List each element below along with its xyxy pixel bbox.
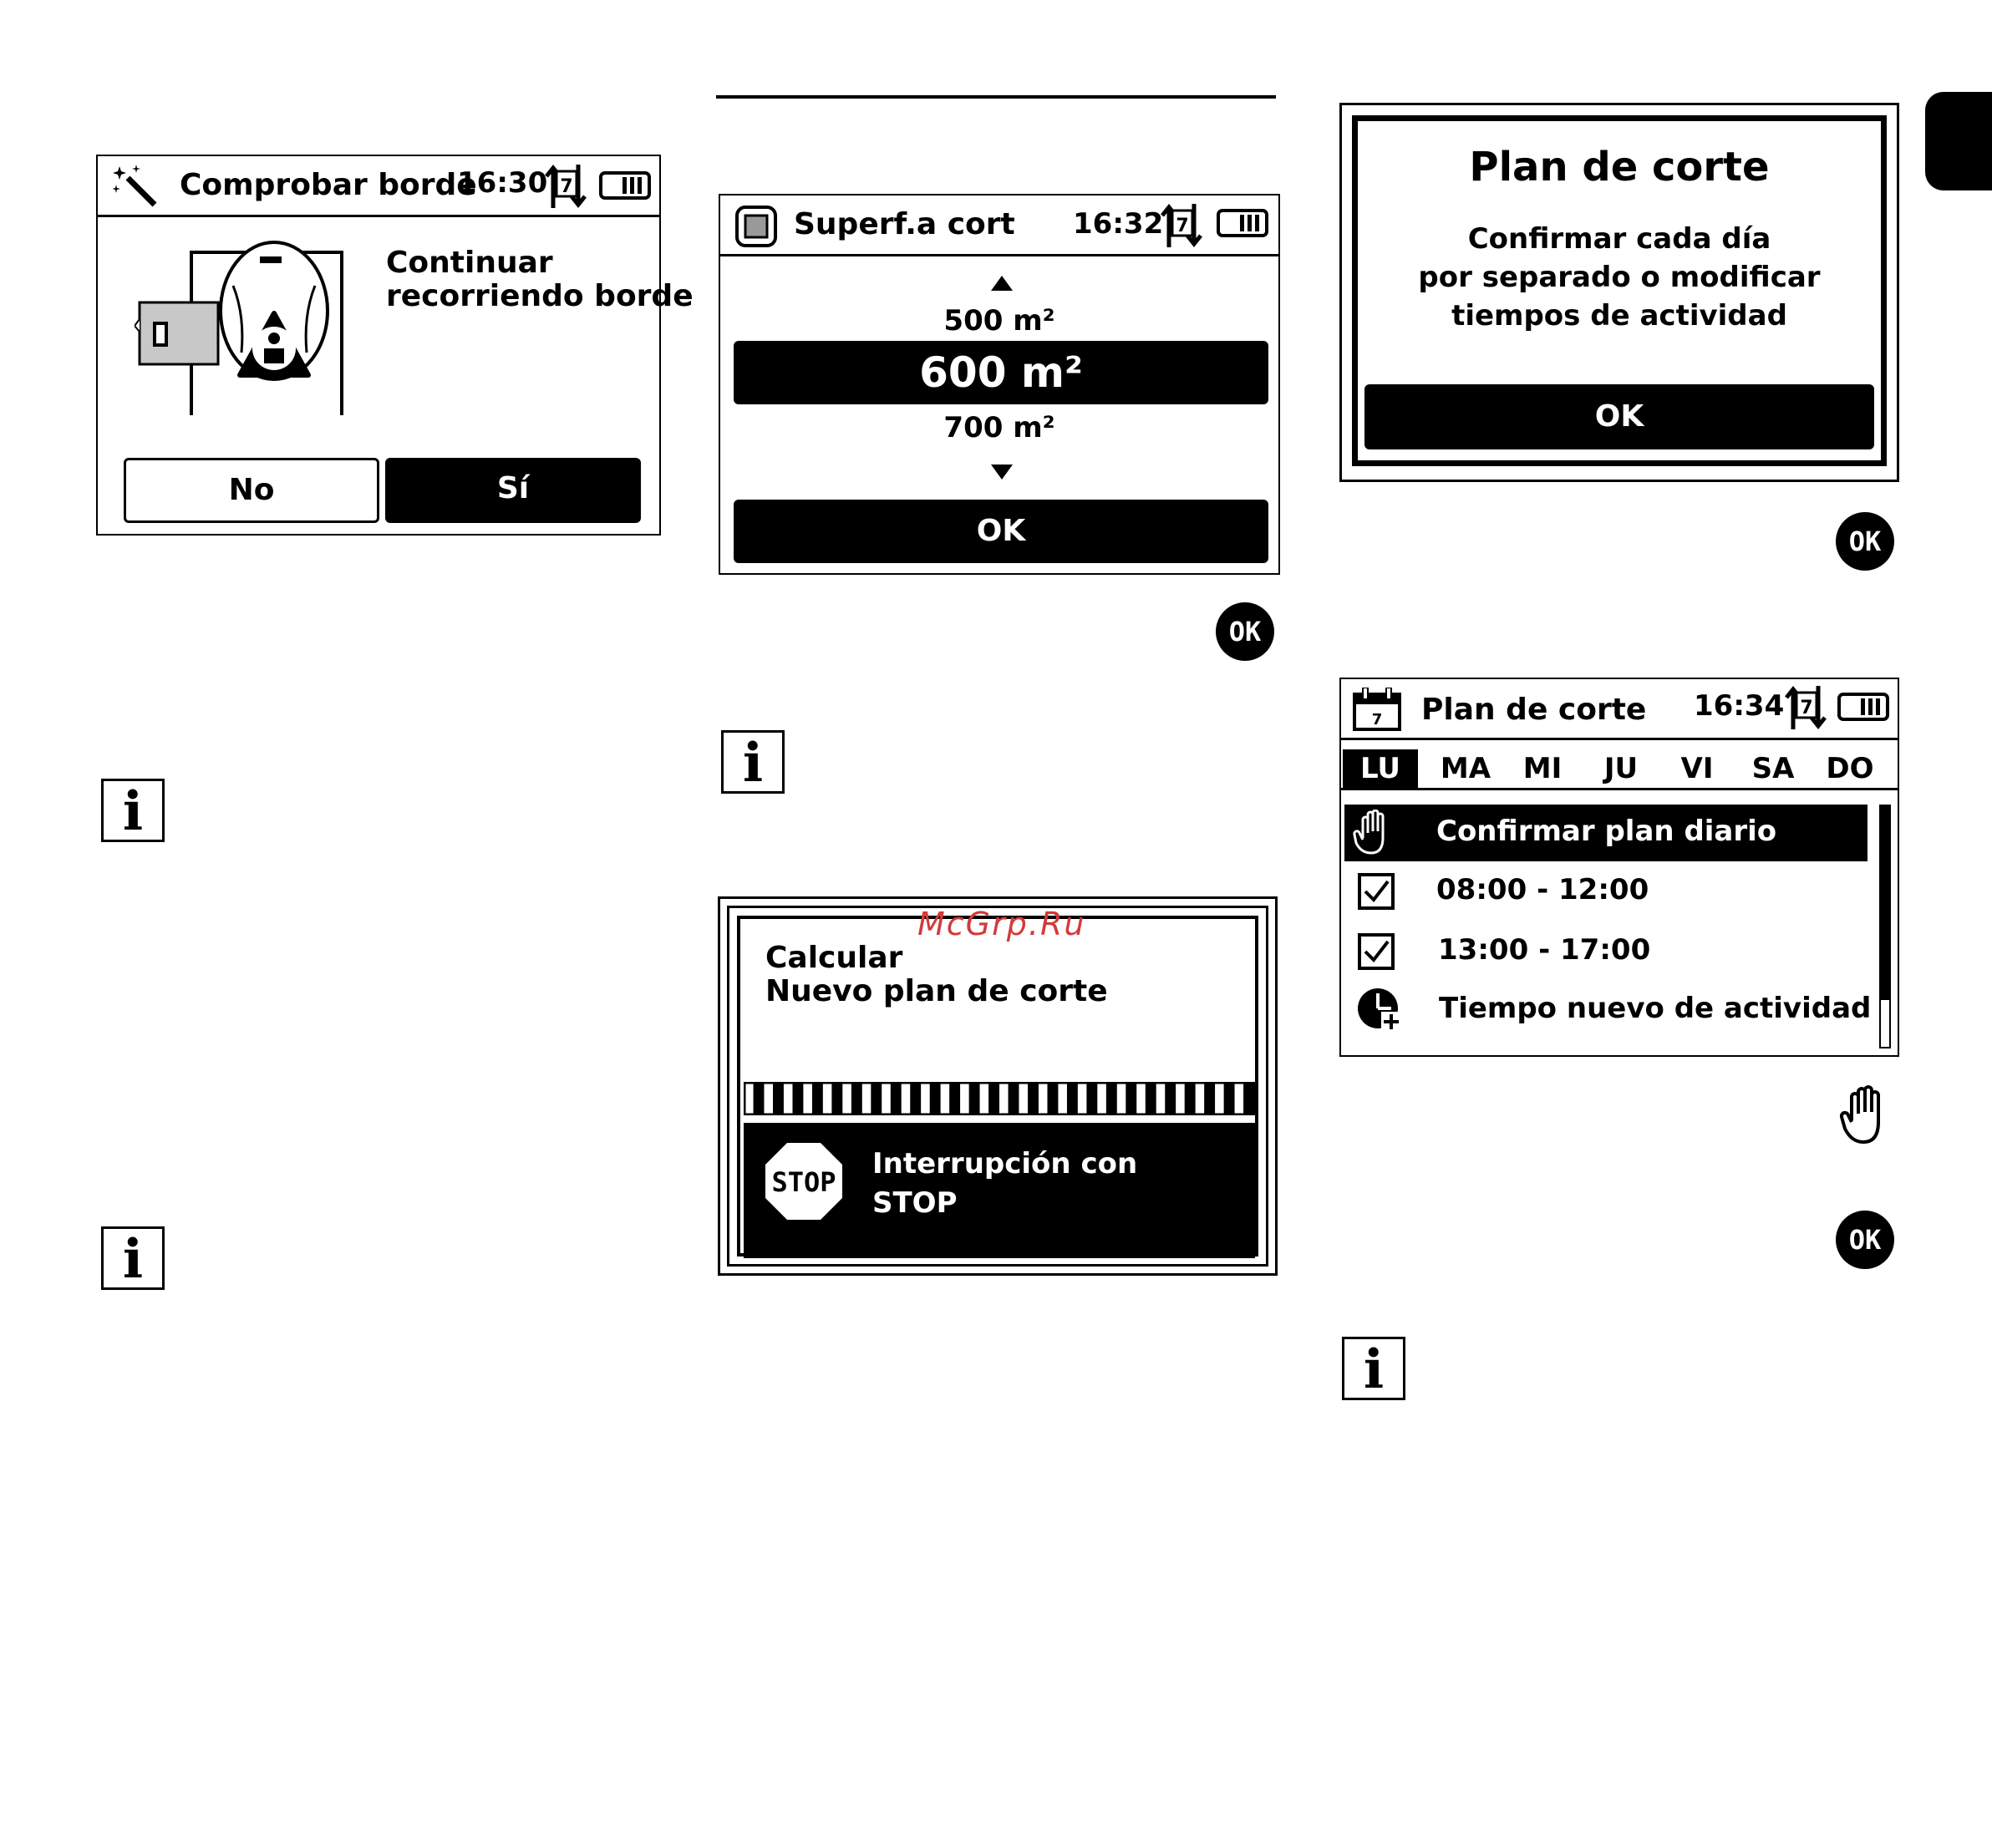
calendar-icon xyxy=(1353,688,1401,731)
progress-segment xyxy=(792,1083,803,1114)
screen-check-border xyxy=(96,155,694,536)
scrollbar[interactable] xyxy=(1879,805,1891,1048)
calendar-number: 7 xyxy=(1371,711,1383,729)
clock: 16:30 xyxy=(457,166,548,200)
tab-day-lu[interactable]: LU xyxy=(1343,749,1418,788)
option-selected[interactable]: 600 m² xyxy=(734,341,1268,404)
no-button[interactable]: No xyxy=(124,458,379,523)
progress-segment xyxy=(871,1083,882,1114)
calc-line2: Nuevo plan de corte xyxy=(765,974,1108,1008)
screen-cutting-area xyxy=(719,194,1280,575)
stop-line1: Interrupción con xyxy=(872,1147,1138,1180)
tab-day-do[interactable]: DO xyxy=(1826,752,1874,785)
progress-segment xyxy=(773,1083,784,1114)
stop-line2: STOP xyxy=(872,1186,958,1220)
list-item-confirm[interactable] xyxy=(1344,805,1868,861)
stop-sign-icon[interactable] xyxy=(764,1141,844,1221)
screen-calculating xyxy=(718,896,1278,1276)
message-line2: recorriendo borde xyxy=(386,279,694,313)
progress-segment xyxy=(891,1083,902,1114)
progress-segment xyxy=(930,1083,941,1114)
checkbox-checked-icon[interactable] xyxy=(1358,873,1395,910)
screen-title: Superf.a cort xyxy=(794,207,1015,241)
info-icon xyxy=(721,730,785,794)
sync-number: 7 xyxy=(560,176,573,197)
progress-segment xyxy=(1009,1083,1019,1114)
dialog-line3: tiempos de actividad xyxy=(1451,299,1787,333)
info-icon xyxy=(1342,1337,1405,1400)
sync-number: 7 xyxy=(1176,216,1189,236)
progress-segment xyxy=(949,1083,960,1114)
scroll-down-arrow-icon[interactable] xyxy=(991,465,1013,480)
tab-day-sa[interactable]: SA xyxy=(1751,752,1795,785)
yes-button[interactable]: Sí xyxy=(385,458,641,523)
slot1-label: 08:00 - 12:00 xyxy=(1436,873,1649,906)
screen-header xyxy=(720,195,1278,256)
screen-plan-dialog xyxy=(1339,103,1899,482)
ok-button[interactable]: OK xyxy=(1364,384,1874,449)
battery-icon xyxy=(1217,209,1270,237)
info-glyph: i xyxy=(122,780,144,843)
ok-round-button[interactable]: OK xyxy=(1836,1211,1894,1269)
sync-calendar-icon xyxy=(545,163,588,210)
ok-round-button[interactable]: OK xyxy=(1836,512,1894,571)
day-tabs xyxy=(1341,749,1898,790)
hand-icon xyxy=(1353,810,1395,856)
battery-icon xyxy=(599,171,653,200)
slot2-label: 13:00 - 17:00 xyxy=(1438,933,1651,967)
progress-segment xyxy=(1106,1083,1117,1114)
progress-segment xyxy=(1126,1083,1136,1114)
watermark: McGrp.Ru xyxy=(917,906,1086,942)
stop-sign-label: STOP xyxy=(771,1166,836,1198)
add-time-icon xyxy=(1356,987,1403,1033)
progress-segment xyxy=(1204,1083,1215,1114)
sync-calendar-icon xyxy=(1161,202,1204,249)
info-glyph: i xyxy=(742,732,764,795)
column-rule xyxy=(716,95,1276,99)
checkbox-checked-icon[interactable] xyxy=(1358,933,1395,970)
robot-mower-illustration xyxy=(135,190,352,415)
list-item-slot1[interactable] xyxy=(1344,861,1868,918)
tab-day-vi[interactable]: VI xyxy=(1680,752,1714,785)
area-icon xyxy=(735,206,777,247)
scroll-up-arrow-icon[interactable] xyxy=(991,276,1013,291)
progress-segment xyxy=(1165,1083,1176,1114)
battery-icon xyxy=(1837,693,1891,721)
calc-line1: Calcular xyxy=(765,941,903,975)
tab-day-ju[interactable]: JU xyxy=(1603,752,1639,785)
progress-segment xyxy=(969,1083,980,1114)
info-glyph: i xyxy=(122,1228,144,1291)
screen-header xyxy=(1341,679,1898,740)
list-item-new-activity[interactable] xyxy=(1344,982,1872,1038)
page-edge-tab xyxy=(1925,92,1992,190)
tab-day-ma[interactable]: MA xyxy=(1440,752,1491,785)
info-glyph: i xyxy=(1363,1338,1385,1401)
progress-segment xyxy=(812,1083,823,1114)
progress-segment xyxy=(1028,1083,1039,1114)
scrollbar-thumb[interactable] xyxy=(1881,806,1889,1000)
progress-segment xyxy=(910,1083,921,1114)
dialog-line2: por separado o modificar xyxy=(1418,261,1821,294)
clock: 16:32 xyxy=(1073,207,1164,241)
hand-icon xyxy=(1840,1085,1888,1145)
progress-segment xyxy=(851,1083,862,1114)
clock: 16:34 xyxy=(1694,689,1785,723)
tab-day-mi[interactable]: MI xyxy=(1522,752,1563,785)
option-next[interactable]: 700 m² xyxy=(943,411,1055,444)
sync-number: 7 xyxy=(1800,698,1813,718)
ok-round-button[interactable]: OK xyxy=(1216,602,1274,661)
progress-segment xyxy=(754,1083,765,1114)
progress-segment xyxy=(831,1083,842,1114)
ok-button[interactable]: OK xyxy=(734,500,1268,563)
progress-segment xyxy=(1224,1083,1235,1114)
option-prev[interactable]: 500 m² xyxy=(943,304,1055,338)
progress-segment xyxy=(1243,1083,1254,1114)
message-line1: Continuar xyxy=(386,246,553,280)
progress-bar xyxy=(744,1082,1255,1115)
progress-segment xyxy=(1047,1083,1058,1114)
progress-segment xyxy=(1185,1083,1196,1114)
new-activity-label: Tiempo nuevo de actividad xyxy=(1439,992,1872,1025)
dialog-line1: Confirmar cada día xyxy=(1467,222,1771,256)
progress-segment xyxy=(1067,1083,1078,1114)
progress-segment xyxy=(1146,1083,1156,1114)
sync-calendar-icon xyxy=(1785,684,1828,731)
info-icon xyxy=(101,779,165,842)
progress-segment xyxy=(988,1083,999,1114)
dialog-title: Plan de corte xyxy=(1469,144,1770,190)
screen-cutting-plan xyxy=(1339,678,1899,1057)
info-icon xyxy=(101,1226,165,1290)
screen-title: Plan de corte xyxy=(1421,693,1647,727)
screen-title: Comprobar borde xyxy=(180,168,477,202)
progress-segment xyxy=(1086,1083,1097,1114)
list-item-slot2[interactable] xyxy=(1344,921,1868,978)
confirm-row-label: Confirmar plan diario xyxy=(1436,815,1777,848)
